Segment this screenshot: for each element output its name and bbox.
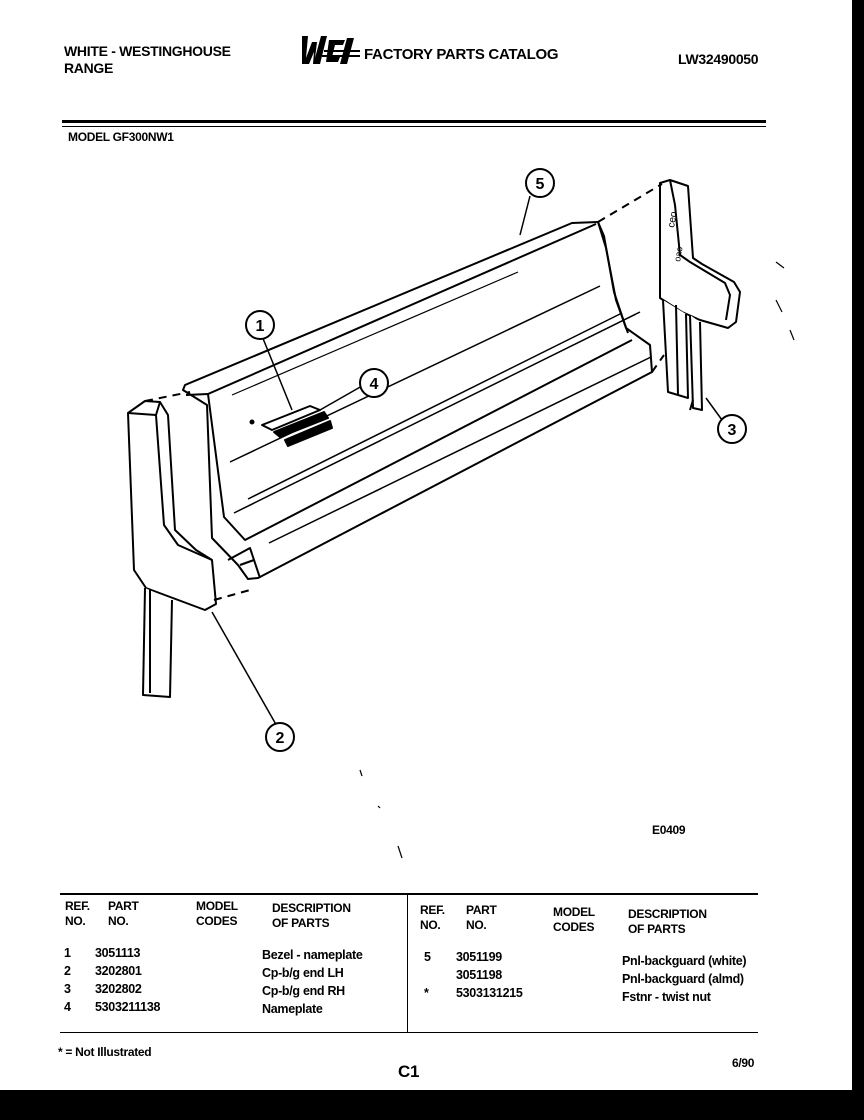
table-cell: Cp-b/g end RH — [262, 984, 345, 998]
left-part-column — [95, 944, 160, 1016]
table-cell: Fstnr - twist nut — [622, 990, 711, 1004]
table-cell: 3051198 — [456, 968, 502, 982]
table-cell: 3202802 — [95, 982, 142, 996]
svg-text:4: 4 — [369, 376, 379, 393]
table-cell: 1 — [64, 946, 71, 960]
brand-line-2: RANGE — [64, 60, 114, 76]
svg-text:oao: oao — [672, 245, 685, 263]
end-cap-right — [660, 180, 740, 410]
svg-text:3: 3 — [727, 422, 737, 439]
header-description-right: DESCRIPTION OF PARTS — [628, 907, 707, 936]
table-cell: 3202801 — [95, 964, 142, 978]
header-ref-no-right: REF. NO. — [420, 903, 445, 932]
header-part-no-left: PART NO. — [108, 899, 139, 928]
header-description-left: DESCRIPTION OF PARTS — [272, 901, 351, 930]
callout-3 — [718, 415, 746, 443]
svg-text:2: 2 — [275, 730, 285, 747]
table-cell: Pnl-backguard (almd) — [622, 972, 744, 986]
table-cell: * — [424, 986, 429, 1000]
right-ref-column — [424, 948, 431, 1002]
right-description-column — [622, 952, 746, 1006]
table-cell — [424, 966, 431, 984]
left-ref-column — [64, 944, 71, 1016]
svg-text:ceo: ceo — [666, 210, 680, 229]
catalog-number: LW32490050 — [678, 51, 759, 67]
table-cell: Pnl-backguard (white) — [622, 954, 747, 968]
header-part-no-right: PART NO. — [466, 903, 497, 932]
header-model-codes-right: MODEL CODES — [553, 905, 595, 934]
table-cell: 5303211138 — [95, 1000, 161, 1014]
figure-code: E0409 — [652, 823, 686, 837]
table-bottom-rule — [60, 1032, 758, 1033]
header-model-codes-left: MODEL CODES — [196, 899, 238, 928]
table-cell: Bezel - nameplate — [262, 948, 363, 962]
table-divider — [407, 893, 408, 1033]
not-illustrated-note: * = Not Illustrated — [58, 1045, 152, 1059]
header-ref-no-left: REF. NO. — [65, 899, 90, 928]
table-top-rule — [60, 893, 758, 895]
table-cell: 5303131215 — [456, 986, 523, 1000]
callout-1 — [246, 311, 274, 339]
table-cell: 3051199 — [456, 950, 502, 964]
right-part-column — [456, 948, 523, 1002]
table-cell: 5 — [424, 950, 431, 964]
table-cell: 4 — [64, 1000, 71, 1014]
left-description-column — [262, 946, 363, 1018]
callout-4 — [360, 369, 388, 397]
svg-text:1: 1 — [255, 318, 265, 335]
table-cell: 3051113 — [95, 946, 141, 960]
issue-date: 6/90 — [732, 1056, 755, 1070]
catalog-title: FACTORY PARTS CATALOG — [364, 46, 559, 63]
page-code: C1 — [398, 1062, 420, 1081]
callout-5 — [526, 169, 554, 197]
model-label: MODEL GF300NW1 — [68, 130, 174, 144]
svg-text:5: 5 — [535, 176, 545, 193]
callout-2 — [266, 723, 294, 751]
table-cell: 2 — [64, 964, 71, 978]
end-cap-left — [128, 401, 216, 697]
table-cell: 3 — [64, 982, 71, 996]
table-cell: Cp-b/g end LH — [262, 966, 344, 980]
brand-line-1: WHITE - WESTINGHOUSE — [64, 43, 231, 59]
table-cell: Nameplate — [262, 1002, 323, 1016]
backguard-panel — [183, 222, 652, 579]
